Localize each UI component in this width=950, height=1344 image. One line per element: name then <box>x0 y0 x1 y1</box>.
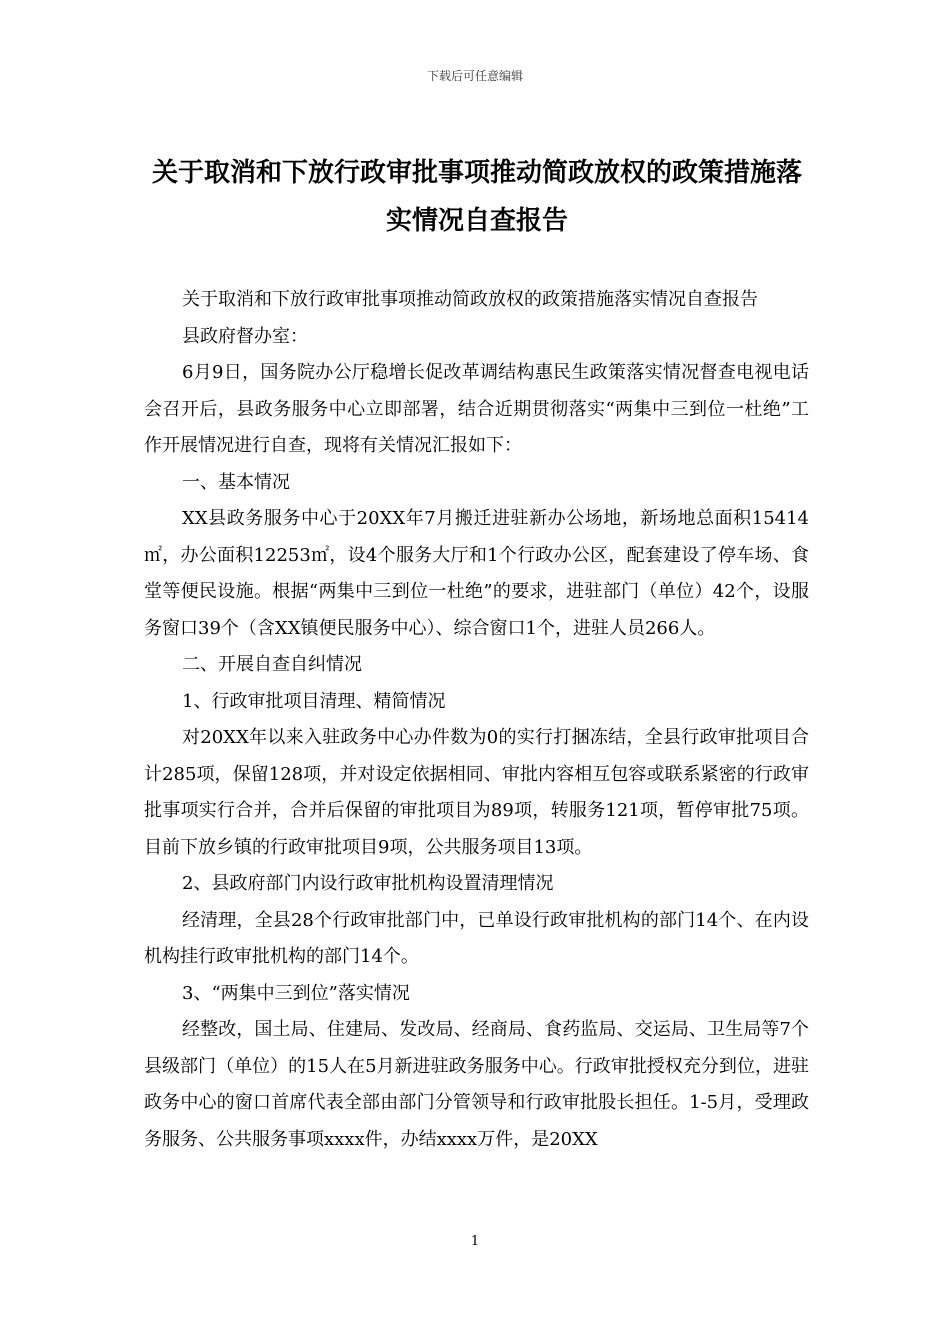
paragraph-item-1: 对20XX年以来入驻政务中心办件数为0的实行打捆冻结，全县行政审批项目合计285项，保留128项，并对设定依据相同、审批内容相互包容或联系紧密的行政审批事项实行合并，合并后保留的审批项目为89项，转服务121项，暂停审批75项。目前下放乡镇的行政审批项目9项，公共服务项目13项。 <box>144 727 809 858</box>
document-title-line-2: 实情况自查报告 <box>385 206 568 236</box>
heading-basic-situation: 一、基本情况 <box>182 471 290 493</box>
subheading-item-1: 1、行政审批项目清理、精简情况 <box>182 690 446 712</box>
paragraph-basic-situation: XX县政务服务中心于20XX年7月搬迁进驻新办公场地，新场地总面积15414㎡，办公面积12253㎡，设4个服务大厅和1个行政办公区，配套建设了停车场、食堂等便民设施。根据“两集中三到位一杜绝”的要求，进驻部门（单位）42个，设服务窗口39个（含XX镇便民服务中心）、综合窗口1个，进驻人员266人。 <box>144 508 809 639</box>
heading-self-inspection: 二、开展自查自纠情况 <box>182 654 362 675</box>
subheading-item-2: 2、县政府部门内设行政审批机构设置清理情况 <box>182 873 554 894</box>
paragraph-item-2: 经清理，全县28个行政审批部门中，已单设行政审批机构的部门14个、在内设机构挂行政审批机构的部门14个。 <box>144 909 809 967</box>
header-note: 下载后可任意编辑 <box>426 69 523 83</box>
paragraph-item-3: 经整改，国土局、住建局、发改局、经商局、食药监局、交运局、卫生局等7个县级部门（单位）的15人在5月新进驻政务服务中心。行政审批授权充分到位，进驻政务中心的窗口首席代表全部由部门分管领导和行政审批股长担任。1-5月，受理政务服务、公共服务事项xxxx件，办结xxxx万件，是20XX <box>144 1019 809 1150</box>
paragraph-subject: 关于取消和下放行政审批事项推动简政放权的政策措施落实情况自查报告 <box>182 289 758 310</box>
document-body <box>144 282 809 1158</box>
document-title-line-1: 关于取消和下放行政审批事项推动简政放权的政策措施落 <box>151 158 802 188</box>
page-number: 1 <box>470 1234 480 1249</box>
paragraph-intro: 6月9日，国务院办公厅稳增长促改革调结构惠民生政策落实情况督查电视电话会召开后，县政务服务中心立即部署，结合近期贯彻落实“两集中三到位一杜绝”工作开展情况进行自查，现将有关情况汇报如下： <box>144 362 809 456</box>
subheading-item-3: 3、“两集中三到位”落实情况 <box>182 982 410 1004</box>
paragraph-recipient: 县政府督办室： <box>182 325 308 347</box>
